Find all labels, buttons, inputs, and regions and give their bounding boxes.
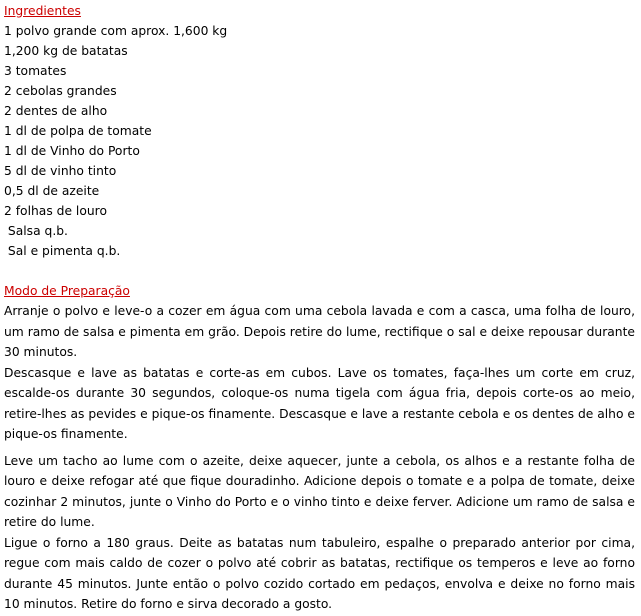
ingredient-item: 1 polvo grande com aprox. 1,600 kg: [4, 24, 228, 38]
section-spacer: [4, 261, 635, 281]
ingredients-list: [4, 21, 635, 261]
ingredient-item: 3 tomates: [4, 64, 67, 78]
preparation-heading: Modo de Preparação: [4, 284, 130, 298]
ingredient-item: 2 dentes de alho: [4, 104, 108, 118]
ingredient-item: 1,200 kg de batatas: [4, 44, 128, 58]
ingredient-item: 1 dl de polpa de tomate: [4, 124, 152, 138]
ingredient-item: 0,5 dl de azeite: [4, 184, 100, 198]
ingredients-heading: Ingredientes: [4, 4, 81, 18]
ingredient-item: 2 folhas de louro: [4, 204, 107, 218]
ingredient-item: 2 cebolas grandes: [4, 84, 117, 98]
preparation-step: Arranje o polvo e leve-o a cozer em água com uma cebola lavada e com a casca, uma folha de louro, um ramo de salsa e pimenta em grão. Depois retire do lume, rectifique o sal e deixe repousar durante 30 minutos.: [4, 304, 635, 359]
ingredient-item: Salsa q.b.: [4, 224, 68, 238]
preparation-step: Ligue o forno a 180 graus. Deite as batatas num tabuleiro, espalhe o preparado anterior por cima, regue com mais caldo de cozer o polvo até cobrir as batatas, rectifique os temperos e leve ao forno durante 45 minutos. Junte então o polvo cozido cortado em pedaços, envolva e deixe no forno mais 10 minutos. Retire do forno e sirva decorado a gosto.: [4, 535, 635, 611]
ingredient-item: 5 dl de vinho tinto: [4, 164, 117, 178]
preparation-step: Descasque e lave as batatas e corte-as em cubos. Lave os tomates, faça-lhes um corte em cruz, escalde-os durante 30 segundos, coloque-os numa tigela com água fria, depois corte-os ao meio, retire-lhes as pevides e pique-os finamente. Descasque e lave a restante cebola e os dentes de alho e pique-os finamente.: [4, 365, 635, 441]
preparation-step: Leve um tacho ao lume com o azeite, deixe aquecer, junte a cebola, os alhos e a restante folha de louro e deixe refogar até que fique douradinho. Adicione depois o tomate e a polpa de tomate, deixe cozinhar 2 minutos, junte o Vinho do Porto e o vinho tinto e deixe ferver. Adicione um ramo de salsa e retire do lume.: [4, 453, 635, 529]
ingredient-item: Sal e pimenta q.b.: [4, 244, 121, 258]
ingredient-item: 1 dl de Vinho do Porto: [4, 144, 140, 158]
